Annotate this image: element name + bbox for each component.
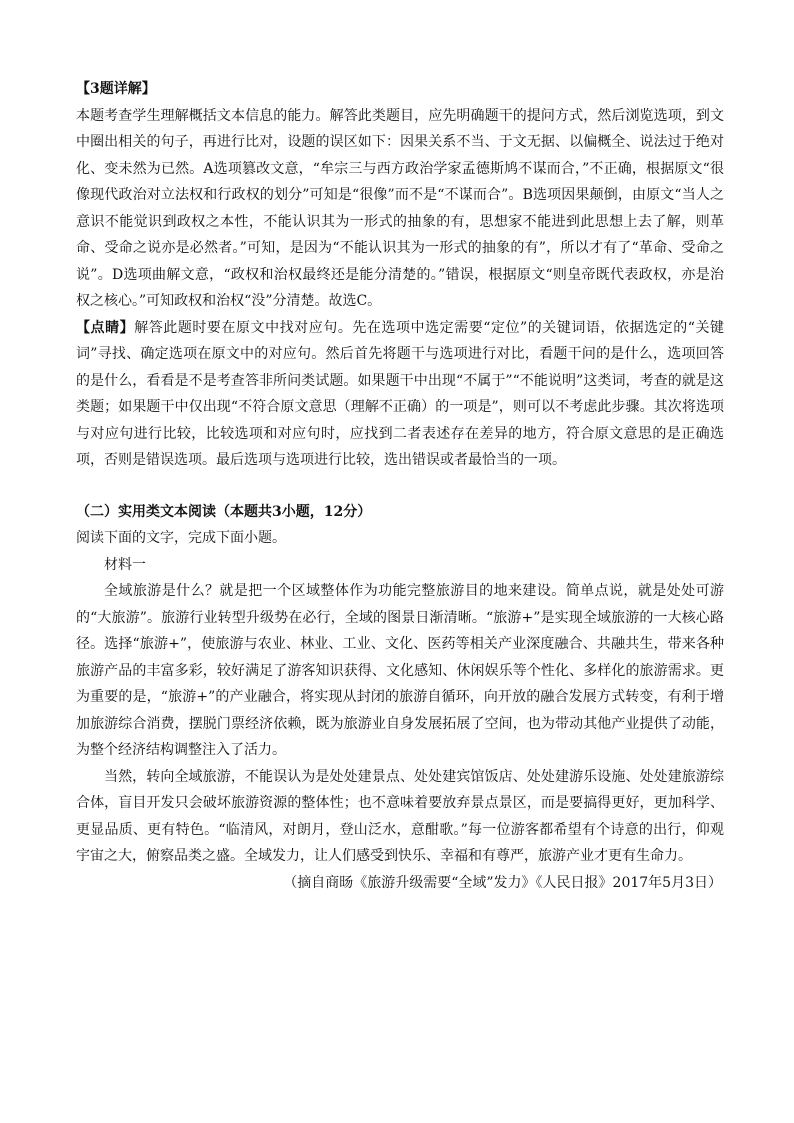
material-paragraph-1: 全域旅游是什么？就是把一个区域整体作为功能完整旅游目的地来建设。简单点说，就是处处可游的“大旅游”。旅游行业转型升级势在必行，全域的图景日渐清晰。“旅游+”是实现全域旅游的一大核心路径。选择“旅游+”，使旅游与农业、林业、工业、文化、医药等相关产业深度融合、共融共生，带来各种旅游产品的丰富多彩，较好满足了游客知识获得、文化感知、休闲娱乐等个性化、多样化的旅游需求。更为重要的是，“旅游+”的产业融合，将实现从封闭的旅游自循环，向开放的融合发展方式转变，有利于增加旅游综合消费，摆脱门票经济依赖，既为旅游业自身发展拓展了空间，也为带动其他产业提供了动能，为整个经济结构调整注入了活力。 [76,583,724,758]
section-instruction: 阅读下面的文字，完成下面小题。 [76,530,286,546]
q3-explanation: 本题考查学生理解概括文本信息的能力。解答此类题目，应先明确题干的提问方式，然后浏览选项，到文中圈出相关的句子，再进行比对，设题的误区如下：因果关系不当、于文无据、以偏概全、说法过于绝对化、变未然为已然。A选项篡改文意，“牟宗三与西方政治学家孟德斯鸠不谋而合，”不正确，根据原文“很像现代政治对立法权和行政权的划分”可知是“很像”而不是“不谋而合”。B选项因果颠倒，由原文“当人之意识不能觉识到政权之本性，不能认识其为一形式的抽象的有，思想家不能进到此思想上去了解，则革命、受命之说亦是必然者。”可知，是因为“不能认识其为一形式的抽象的有”，所以才有了“革命、受命之说”。D选项曲解文意，“政权和治权最终还是能分清楚的。”错误，根据原文“则皇帝既代表政权，亦是治权之核心。”可知政权和治权“没”分清楚。故选C。 [76,107,724,309]
q3-heading: 【3题详解】 [76,81,156,97]
tips-body: 解答此题时要在原文中找对应句。先在选项中选定需要“定位”的关键词语，依据选定的“关键词”寻找、确定选项在原文中的对应句。然后首先将题干与选项进行对比，看题干问的是什么，选项回答的是什么，看看是不是考查答非所问类试题。如果题干中出现“不属于”“不能说明”这类词，考查的就是这类题；如果题干中仅出现“不符合原文意思（理解不正确）的一项是”，则可以不考虑此步骤。其次将选项与对应句进行比较，比较选项和对应句时，应找到二者表述存在差异的地方，符合原文意思的是正确选项，否则是错误选项。最后选项与选项进行比较，选出错误或者最恰当的一项。 [76,319,724,468]
section-gap [76,474,724,499]
material-paragraph-2: 当然，转向全域旅游，不能误认为是处处建景点、处处建宾馆饭店、处处建游乐设施、处处建旅游综合体，盲目开发只会破坏旅游资源的整体性；也不意味着要放弃景点景区，而是要搞得更好，更加科学、更显品质、更有特色。“临清风，对朗月，登山泛水，意酣歌。”每一位游客都希望有个诗意的出行，仰观宇宙之大，俯察品类之盛。全域发力，让人们感受到快乐、幸福和有尊严，旅游产业才更有生命力。 [76,768,724,864]
tips-heading: 【点睛】 [76,319,135,336]
document-page [76,76,724,896]
material-label: 材料一 [104,556,146,573]
tips-paragraph [76,315,724,474]
section-title: （二）实用类文本阅读（本题共3小题，12分） [76,503,372,520]
material-source: （摘自商旸《旅游升级需要“全域”发力》《人民日报》2017年5月3日） [283,874,722,891]
